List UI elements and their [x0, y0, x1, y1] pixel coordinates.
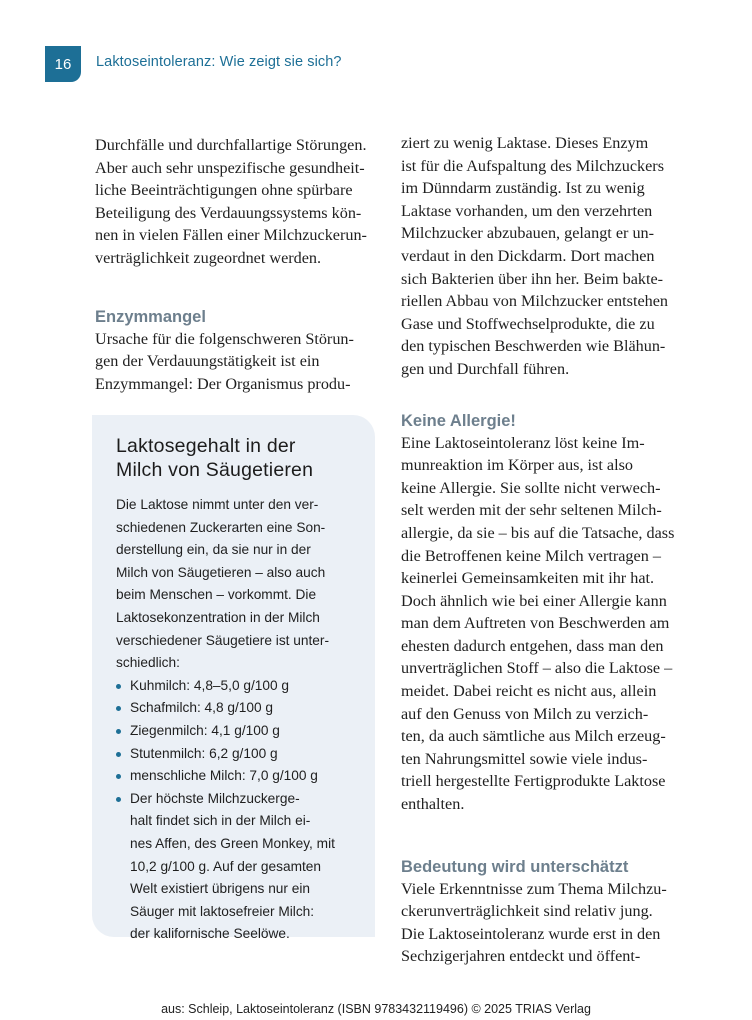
text-line: den typischen Beschwerden wie Blähun- — [401, 337, 666, 356]
bullet-icon — [116, 706, 121, 711]
allergy-paragraph — [401, 432, 683, 816]
text-line: Aber auch sehr unspezifische gesundheit- — [95, 158, 365, 177]
bullet-icon — [116, 774, 121, 779]
list-item-text: halt findet sich in der Milch ei- — [130, 813, 311, 829]
list-item-text: Ziegenmilch: 4,1 g/100 g — [130, 722, 280, 738]
text-line: auf den Genuss von Milch zu verzich- — [401, 704, 649, 723]
bullet-icon — [116, 684, 121, 689]
text-line: Gase und Stoffwechselprodukte, die zu — [401, 314, 655, 333]
text-line: schiedlich: — [116, 655, 180, 671]
info-box — [92, 415, 375, 942]
text-line: Doch ähnlich wie bei einer Allergie kann — [401, 591, 667, 610]
text-line: unverträglichen Stoff – also die Laktose – — [401, 659, 673, 678]
text-line: selt werden mit der sehr seltenen Milch- — [401, 501, 662, 520]
bullet-icon — [116, 797, 121, 802]
text-line: Eine Laktoseintoleranz löst keine Im- — [401, 433, 645, 452]
text-line: die Betroffenen keine Milch vertragen – — [401, 546, 661, 565]
title-line: Laktosegehalt in der — [116, 435, 296, 457]
continuation-paragraph — [401, 132, 683, 381]
text-line: Die Laktoseintoleranz wurde erst in den — [401, 924, 661, 943]
text-line: enthalten. — [401, 795, 465, 814]
text-line: riellen Abbau von Milchzucker entstehen — [401, 292, 669, 311]
text-line: Durchfälle und durchfallartige Störungen. — [95, 136, 367, 154]
section-heading-enzymmangel: Enzymmangel — [95, 307, 206, 326]
list-item-text: Der höchste Milchzuckerge- — [130, 790, 300, 806]
text-line: munreaktion im Körper aus, ist also — [401, 456, 633, 475]
text-line: derstellung ein, da sie nur in der — [116, 542, 311, 558]
text-line: allergie, da sie – bis auf die Tatsache, dass — [401, 523, 675, 542]
section-heading-bedeutung: Bedeutung wird unterschätzt — [401, 857, 629, 876]
text-line: liche Beeinträchtigungen ohne spürbare — [95, 181, 353, 200]
list-item-text: 10,2 g/100 g. Auf der gesamten — [130, 858, 322, 874]
text-line: Milchzucker abzubauen, gelangt er un- — [401, 224, 655, 243]
text-line: meidet. Dabei reicht es nicht aus, allein — [401, 682, 657, 701]
list-item — [116, 675, 357, 698]
text-line: gen und Durchfall führen. — [401, 359, 570, 378]
right-column — [401, 132, 683, 968]
text-line: gen der Verdauungstätigkeit ist ein — [95, 352, 320, 371]
text-line: schiedenen Zuckerarten eine Son- — [116, 519, 326, 535]
text-line: man dem Auftreten von Beschwerden am — [401, 614, 670, 633]
section-heading-keine-allergie: Keine Allergie! — [401, 411, 516, 430]
text-line: ist für die Aufspaltung des Milchzuckers — [401, 156, 664, 175]
title-line: Milch von Säugetieren — [116, 459, 314, 481]
text-line: nen in vielen Fällen einer Milchzuckerun- — [95, 226, 367, 245]
text-line: verdaut in den Dickdarm. Dort machen — [401, 246, 655, 265]
text-line: Die Laktose nimmt unter den ver- — [116, 497, 319, 512]
left-column — [95, 134, 377, 395]
intro-paragraph — [95, 134, 377, 270]
list-item-text: der kalifornische Seelöwe. — [130, 926, 290, 942]
text-line: Laktase vorhanden, um den verzehrten — [401, 201, 653, 220]
footer-citation: aus: Schleip, Laktoseintoleranz (ISBN 9783432119496) © 2025 TRIAS Verlag — [161, 1002, 591, 1016]
list-item — [116, 697, 357, 720]
bullet-icon — [116, 729, 121, 734]
text-line: beim Menschen – vorkommt. Die — [116, 587, 317, 603]
list-item — [116, 765, 357, 788]
text-line: keinerlei Gemeinsamkeiten mit ihr hat. — [401, 569, 655, 588]
info-box-text — [116, 494, 357, 675]
text-line: Laktosekonzentration in der Milch — [116, 609, 320, 625]
page-number-badge — [45, 46, 81, 82]
text-line: Milch von Säugetieren – also auch — [116, 564, 326, 580]
text-line: im Dünndarm zuständig. Ist zu wenig — [401, 179, 645, 198]
enzymmangel-paragraph — [95, 328, 377, 396]
text-line: verträglichkeit zugeordnet werden. — [95, 248, 322, 267]
page-number: 16 — [54, 55, 72, 73]
list-item-text: nes Affen, des Green Monkey, mit — [130, 835, 335, 851]
text-line: sich Bakterien über ihn her. Beim bakte- — [401, 269, 664, 288]
text-line: Ursache für die folgenschweren Störun- — [95, 329, 354, 348]
lactose-list — [116, 675, 357, 946]
text-line: verschiedener Säugetiere ist unter- — [116, 632, 330, 648]
text-line: ckerunverträglichkeit sind relativ jung. — [401, 902, 653, 921]
text-line: ehesten dadurch entgehen, dass man den — [401, 636, 664, 655]
list-item — [116, 720, 357, 743]
text-line: ziert zu wenig Laktase. Dieses Enzym — [401, 134, 649, 152]
list-item-text: Welt existiert übrigens nur ein — [130, 881, 311, 897]
list-item-text: Stutenmilch: 6,2 g/100 g — [130, 745, 278, 761]
text-line: Beteiligung des Verdauungssystems kön- — [95, 203, 362, 222]
info-box-title — [116, 434, 357, 482]
text-line: Sechzigerjahren entdeckt und öffent- — [401, 947, 641, 966]
text-line: triell hergestellte Fertigprodukte Laktose — [401, 772, 666, 791]
bullet-icon — [116, 752, 121, 757]
text-line: Viele Erkenntnisse zum Thema Milchzu- — [401, 879, 667, 898]
list-item-text: Säuger mit laktosefreier Milch: — [130, 903, 315, 919]
list-item — [116, 743, 357, 766]
text-line: ten, da auch sämtliche aus Milch erzeug- — [401, 727, 666, 746]
list-item — [116, 788, 357, 946]
text-line: Enzymmangel: Der Organismus produ- — [95, 374, 351, 393]
text-line: ten Nahrungsmittel sowie viele indus- — [401, 749, 648, 768]
list-item-text: menschliche Milch: 7,0 g/100 g — [130, 768, 318, 784]
list-item-text: Schafmilch: 4,8 g/100 g — [130, 700, 274, 716]
underestimated-paragraph — [401, 878, 683, 968]
running-title: Laktoseintoleranz: Wie zeigt sie sich? — [96, 54, 342, 70]
list-item-text: Kuhmilch: 4,8–5,0 g/100 g — [130, 677, 290, 693]
text-line: keine Allergie. Sie sollte nicht verwech- — [401, 478, 661, 497]
